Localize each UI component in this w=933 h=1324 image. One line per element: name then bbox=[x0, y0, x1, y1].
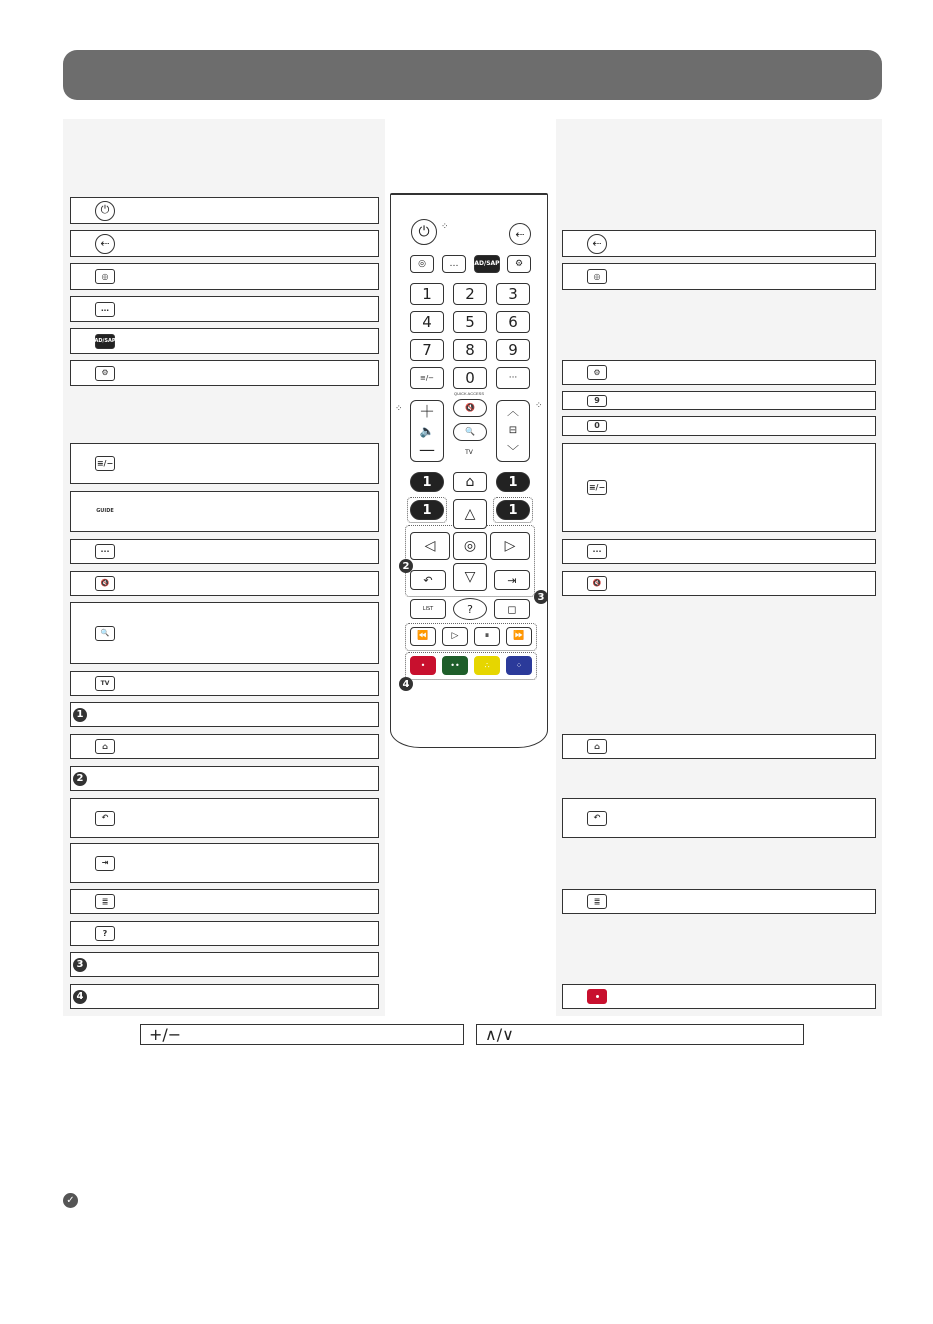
remote-channel-rocker[interactable] bbox=[496, 400, 530, 462]
guide-list-row bbox=[70, 491, 379, 532]
remote-stop-button[interactable]: ◻ bbox=[494, 599, 530, 619]
ad-sap-row bbox=[70, 328, 379, 354]
subtitle-row bbox=[70, 296, 379, 322]
remote-ok-button[interactable]: ◎ bbox=[453, 532, 487, 560]
badge-4: 4 bbox=[73, 990, 87, 1004]
right-list-row bbox=[562, 889, 876, 914]
tv-row bbox=[70, 671, 379, 696]
search-icon: 🔍 bbox=[95, 626, 115, 641]
input-icon: ⇠ bbox=[587, 234, 607, 254]
remote-number-6[interactable]: 6 bbox=[496, 311, 530, 333]
remote-down-button[interactable]: ▽ bbox=[453, 563, 487, 591]
list-icon: ≣ bbox=[95, 894, 115, 909]
remote-home-button[interactable]: ⌂ bbox=[453, 472, 487, 492]
live-icon: ◎ bbox=[587, 269, 607, 284]
badge-3-row bbox=[70, 952, 379, 977]
quick-access-label: QUICK ACCESS bbox=[454, 391, 485, 396]
settings-icon: ⚙ bbox=[95, 366, 115, 381]
channel-list-icon: ⊟ bbox=[508, 424, 518, 436]
remote-search-button[interactable]: 🔍 bbox=[453, 423, 487, 441]
remote-up-button[interactable]: △ bbox=[453, 499, 487, 529]
live-icon: ◎ bbox=[95, 269, 115, 284]
right-live-row bbox=[562, 263, 876, 290]
home-icon: ⌂ bbox=[587, 739, 607, 754]
volume-up-icon: ＋ bbox=[418, 401, 435, 421]
nine-icon: 9 bbox=[587, 395, 607, 407]
remote-back-button[interactable]: ↶ bbox=[410, 570, 446, 590]
guide-row bbox=[70, 443, 379, 484]
back-icon: ↶ bbox=[95, 811, 115, 826]
header-bar bbox=[63, 50, 882, 100]
remote-red-button[interactable]: • bbox=[410, 656, 436, 675]
volume-speaker-icon: 🔈 bbox=[419, 423, 435, 438]
remote-badge-4: 4 bbox=[399, 677, 413, 691]
channel-down-icon: ﹀ bbox=[506, 443, 519, 458]
remote-left-button[interactable]: ◁ bbox=[410, 532, 450, 560]
remote-dots-icon: ⁘ bbox=[441, 221, 449, 231]
help-icon: ? bbox=[95, 926, 115, 941]
guide-icon: ≡/− bbox=[95, 456, 115, 471]
channel-up-icon: ︿ bbox=[506, 404, 519, 419]
remote-app-button-1c[interactable]: 1 bbox=[410, 500, 444, 520]
guide-icon: ≡/− bbox=[587, 480, 607, 495]
remote-power-button[interactable]: ⏻ bbox=[411, 219, 437, 245]
remote-settings-button[interactable]: ⚙ bbox=[507, 255, 531, 273]
remote-number-9[interactable]: 9 bbox=[496, 339, 530, 361]
mute-icon: 🔇 bbox=[587, 576, 607, 591]
right-guide-row bbox=[562, 443, 876, 532]
search-row bbox=[70, 602, 379, 664]
check-icon: ✓ bbox=[63, 1193, 78, 1208]
exit-row bbox=[70, 843, 379, 883]
remote-blue-button[interactable]: ⁘ bbox=[506, 656, 532, 675]
remote-help-button[interactable]: ? bbox=[453, 598, 487, 620]
live-row bbox=[70, 263, 379, 290]
remote-app-button-1b[interactable]: 1 bbox=[496, 472, 530, 492]
power-row bbox=[70, 197, 379, 224]
channel-symbols: ∧/∨ bbox=[485, 1025, 514, 1044]
right-mute-row bbox=[562, 571, 876, 596]
remote-number-5[interactable]: 5 bbox=[453, 311, 487, 333]
badge-3: 3 bbox=[73, 958, 87, 972]
right-more-row bbox=[562, 539, 876, 564]
power-icon: ⏻ bbox=[95, 201, 115, 221]
remote-pause-button[interactable]: ⏸ bbox=[474, 627, 500, 646]
volume-dots-icon: ⁘ bbox=[395, 403, 403, 413]
right-home-row bbox=[562, 734, 876, 759]
settings-row bbox=[70, 360, 379, 386]
home-row bbox=[70, 734, 379, 759]
remote-guide-button[interactable]: ≡/− bbox=[410, 367, 444, 389]
remote-input-button[interactable]: ⇠ bbox=[509, 223, 531, 245]
remote-number-0[interactable]: 0 bbox=[453, 367, 487, 389]
zero-icon: 0 bbox=[587, 420, 607, 432]
right-nine-row bbox=[562, 391, 876, 410]
remote-number-2[interactable]: 2 bbox=[453, 283, 487, 305]
remote-badge-3: 3 bbox=[534, 590, 548, 604]
badge-4-row bbox=[70, 984, 379, 1009]
remote-play-button[interactable]: ▷ bbox=[442, 627, 468, 646]
home-icon: ⌂ bbox=[95, 739, 115, 754]
badge-2: 2 bbox=[73, 772, 87, 786]
more-row bbox=[70, 539, 379, 564]
remote-number-8[interactable]: 8 bbox=[453, 339, 487, 361]
app-group-left bbox=[407, 497, 447, 523]
remote-subtitle-button[interactable]: … bbox=[442, 255, 466, 273]
remote-control bbox=[390, 193, 548, 748]
volume-symbols: +/− bbox=[149, 1025, 182, 1044]
channel-box bbox=[476, 1024, 804, 1045]
more-icon: ··· bbox=[587, 544, 607, 559]
remote-live-button[interactable]: ◎ bbox=[410, 255, 434, 273]
guide-list-icon: GUIDE bbox=[96, 508, 114, 514]
mute-row bbox=[70, 571, 379, 596]
input-icon: ⇠ bbox=[95, 234, 115, 254]
right-input-row bbox=[562, 230, 876, 257]
channel-dots-icon: ⁘ bbox=[535, 400, 543, 410]
remote-mute-button[interactable]: 🔇 bbox=[453, 399, 487, 417]
red-button-icon bbox=[587, 989, 607, 1004]
remote-forward-button[interactable]: ⏩ bbox=[506, 627, 532, 646]
input-row bbox=[70, 230, 379, 257]
volume-box bbox=[140, 1024, 464, 1045]
remote-ad-sap-button[interactable]: AD/SAP bbox=[474, 255, 500, 273]
right-red-row bbox=[562, 984, 876, 1009]
remote-right-button[interactable]: ▷ bbox=[490, 532, 530, 560]
list-icon: ≣ bbox=[587, 894, 607, 909]
badge-1: 1 bbox=[73, 708, 87, 722]
more-icon: ··· bbox=[95, 544, 115, 559]
remote-yellow-button[interactable]: ∴ bbox=[474, 656, 500, 675]
remote-volume-rocker[interactable] bbox=[410, 400, 444, 462]
remote-number-1[interactable]: 1 bbox=[410, 283, 444, 305]
remote-more-button[interactable]: ··· bbox=[496, 367, 530, 389]
back-row bbox=[70, 798, 379, 838]
remote-app-button-1d[interactable]: 1 bbox=[496, 500, 530, 520]
remote-number-7[interactable]: 7 bbox=[410, 339, 444, 361]
subtitle-icon: … bbox=[95, 302, 115, 317]
remote-list-button[interactable]: LIST bbox=[410, 599, 446, 619]
volume-down-icon: — bbox=[419, 440, 435, 460]
remote-rewind-button[interactable]: ⏪ bbox=[410, 627, 436, 646]
remote-exit-button[interactable]: ⇥ bbox=[494, 570, 530, 590]
right-settings-row bbox=[562, 360, 876, 385]
badge-1-row bbox=[70, 702, 379, 727]
remote-tv-button[interactable]: TV bbox=[457, 447, 481, 459]
badge-2-row bbox=[70, 766, 379, 791]
help-row bbox=[70, 921, 379, 946]
mute-icon: 🔇 bbox=[95, 576, 115, 591]
exit-icon: ⇥ bbox=[95, 856, 115, 871]
app-group-right bbox=[493, 497, 533, 523]
back-icon: ↶ bbox=[587, 811, 607, 826]
remote-app-button-1a[interactable]: 1 bbox=[410, 472, 444, 492]
settings-icon: ⚙ bbox=[587, 365, 607, 380]
remote-badge-2: 2 bbox=[399, 559, 413, 573]
remote-number-4[interactable]: 4 bbox=[410, 311, 444, 333]
tv-icon: TV bbox=[95, 676, 115, 691]
ad-sap-icon: AD/SAP bbox=[95, 334, 115, 349]
remote-number-3[interactable]: 3 bbox=[496, 283, 530, 305]
right-zero-row bbox=[562, 416, 876, 436]
right-back-row bbox=[562, 798, 876, 838]
remote-green-button[interactable]: •• bbox=[442, 656, 468, 675]
list-row bbox=[70, 889, 379, 914]
